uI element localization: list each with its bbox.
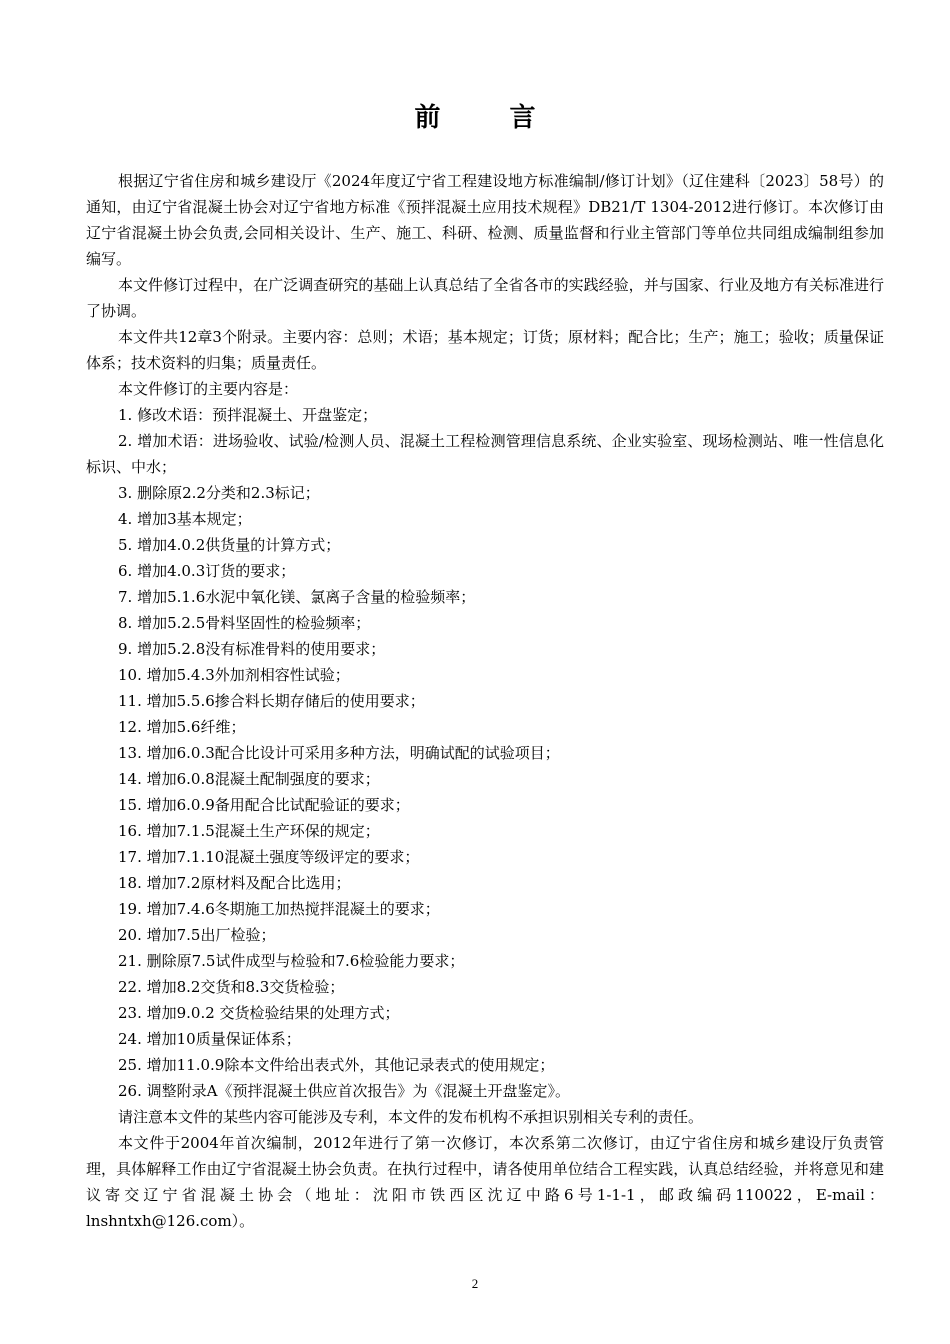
revision-item: 14. 增加6.0.8混凝土配制强度的要求；	[118, 770, 380, 788]
revision-item: 9. 增加5.2.8没有标准骨料的使用要求；	[118, 640, 386, 658]
revision-item: 12. 增加5.6纤维；	[118, 718, 246, 736]
revision-item: 25. 增加11.0.9除本文件给出表式外，其他记录表式的使用规定；	[118, 1056, 555, 1074]
revision-item: 20. 增加7.5出厂检验；	[118, 926, 276, 944]
revision-item: 24. 增加10质量保证体系；	[118, 1030, 301, 1048]
history-contact-paragraph: 本文件于2004年首次编制，2012年进行了第一次修订，本次系第二次修订，由辽宁省住房和城乡建设厅负责管理，具体解释工作由辽宁省混凝土协会负责。在执行过程中，请各使用单位结合工程实践，认真总结经验，并将意见和建议寄交辽宁省混凝土协会（地址：沈阳市铁西区沈辽中路6号1-1-1，邮政编码110022，E-mail：lnshntxh@126.com）。	[86, 1134, 884, 1230]
patent-notice-paragraph: 请注意本文件的某些内容可能涉及专利，本文件的发布机构不承担识别相关专利的责任。	[118, 1108, 704, 1126]
revision-list	[86, 402, 884, 1104]
coordination-paragraph: 本文件修订过程中，在广泛调查研究的基础上认真总结了全省各市的实践经验，并与国家、行业及地方有关标准进行了协调。	[86, 276, 884, 320]
revision-item: 21. 删除原7.5试件成型与检验和7.6检验能力要求；	[118, 952, 465, 970]
revision-item: 8. 增加5.2.5骨料坚固性的检验频率；	[118, 614, 371, 632]
revision-item: 1. 修改术语：预拌混凝土、开盘鉴定；	[118, 406, 378, 424]
revision-item: 13. 增加6.0.3配合比设计可采用多种方法，明确试配的试验项目；	[118, 744, 560, 762]
contents-paragraph: 本文件共12章3个附录。主要内容：总则；术语；基本规定；订货；原材料；配合比；生产；施工；验收；质量保证体系；技术资料的归集；质量责任。	[86, 328, 884, 372]
intro-paragraph: 根据辽宁省住房和城乡建设厅《2024年度辽宁省工程建设地方标准编制/修订计划》（辽住建科〔2023〕58号）的通知，由辽宁省混凝土协会对辽宁省地方标准《预拌混凝土应用技术规程》DB21/T 1304-2012进行修订。本次修订由辽宁省混凝土协会负责,会同相关设计、生产、施工、科研、检测、质量监督和行业主管部门等单位共同组成编制组参加编写。	[86, 172, 884, 268]
page-number: 2	[471, 1276, 479, 1291]
revision-item: 17. 增加7.1.10混凝土强度等级评定的要求；	[118, 848, 420, 866]
revision-item: 5. 增加4.0.2供货量的计算方式；	[118, 536, 341, 554]
revision-item: 6. 增加4.0.3订货的要求；	[118, 562, 296, 580]
revision-item: 11. 增加5.5.6掺合料长期存储后的使用要求；	[118, 692, 425, 710]
revision-item: 3. 删除原2.2分类和2.3标记；	[118, 484, 320, 502]
revision-item: 2. 增加术语：进场验收、试验/检测人员、混凝土工程检测管理信息系统、企业实验室、现场检测站、唯一性信息化标识、中水；	[86, 432, 884, 476]
revision-item: 26. 调整附录A《预拌混凝土供应首次报告》为《混凝土开盘鉴定》。	[118, 1082, 570, 1100]
revision-item: 23. 增加9.0.2 交货检验结果的处理方式；	[118, 1004, 400, 1022]
revision-item: 7. 增加5.1.6水泥中氧化镁、氯离子含量的检验频率；	[118, 588, 476, 606]
revision-item: 18. 增加7.2原材料及配合比选用；	[118, 874, 351, 892]
revision-intro-paragraph: 本文件修订的主要内容是：	[118, 380, 299, 398]
revision-item: 19. 增加7.4.6冬期施工加热搅拌混凝土的要求；	[118, 900, 440, 918]
revision-item: 15. 增加6.0.9备用配合比试配验证的要求；	[118, 796, 410, 814]
revision-item: 10. 增加5.4.3外加剂相容性试验；	[118, 666, 350, 684]
page-title: 前 言	[414, 103, 566, 133]
revision-item: 4. 增加3基本规定；	[118, 510, 252, 528]
revision-item: 22. 增加8.2交货和8.3交货检验；	[118, 978, 345, 996]
revision-item: 16. 增加7.1.5混凝土生产环保的规定；	[118, 822, 380, 840]
document-body	[86, 168, 884, 1234]
